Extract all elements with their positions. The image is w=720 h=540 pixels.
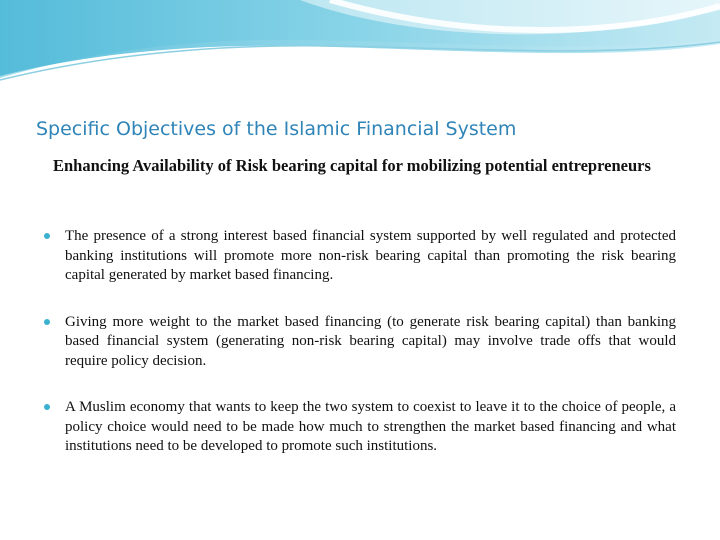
bullet-list [44,227,676,484]
page-title: Specific Objectives of the Islamic Financial System [36,118,517,140]
subtitle: Enhancing Availability of Risk bearing capital for mobilizing potential entrepreneurs [53,156,651,175]
list-item [44,227,676,286]
wave-banner [0,0,720,90]
list-item [44,313,676,372]
bullet-text: A Muslim economy that wants to keep the two system to coexist to leave it to the choice of people, a policy choice would need to be made how much to strengthen the market based financing and what institutions need to be developed to promote such institutions. [65,399,676,454]
bullet-text: The presence of a strong interest based financial system supported by well regulated and protected banking institutions will promote more non-risk bearing capital than promoting the risk bearing capital generated by market based financing. [65,228,676,283]
bullet-icon [44,404,50,410]
list-item [44,398,676,457]
bullet-icon [44,319,50,325]
bullet-icon [44,233,50,239]
bullet-text: Giving more weight to the market based financing (to generate risk bearing capital) than banking based financial system (generating non-risk bearing capital) may involve trade offs that would require policy decision. [65,313,676,369]
